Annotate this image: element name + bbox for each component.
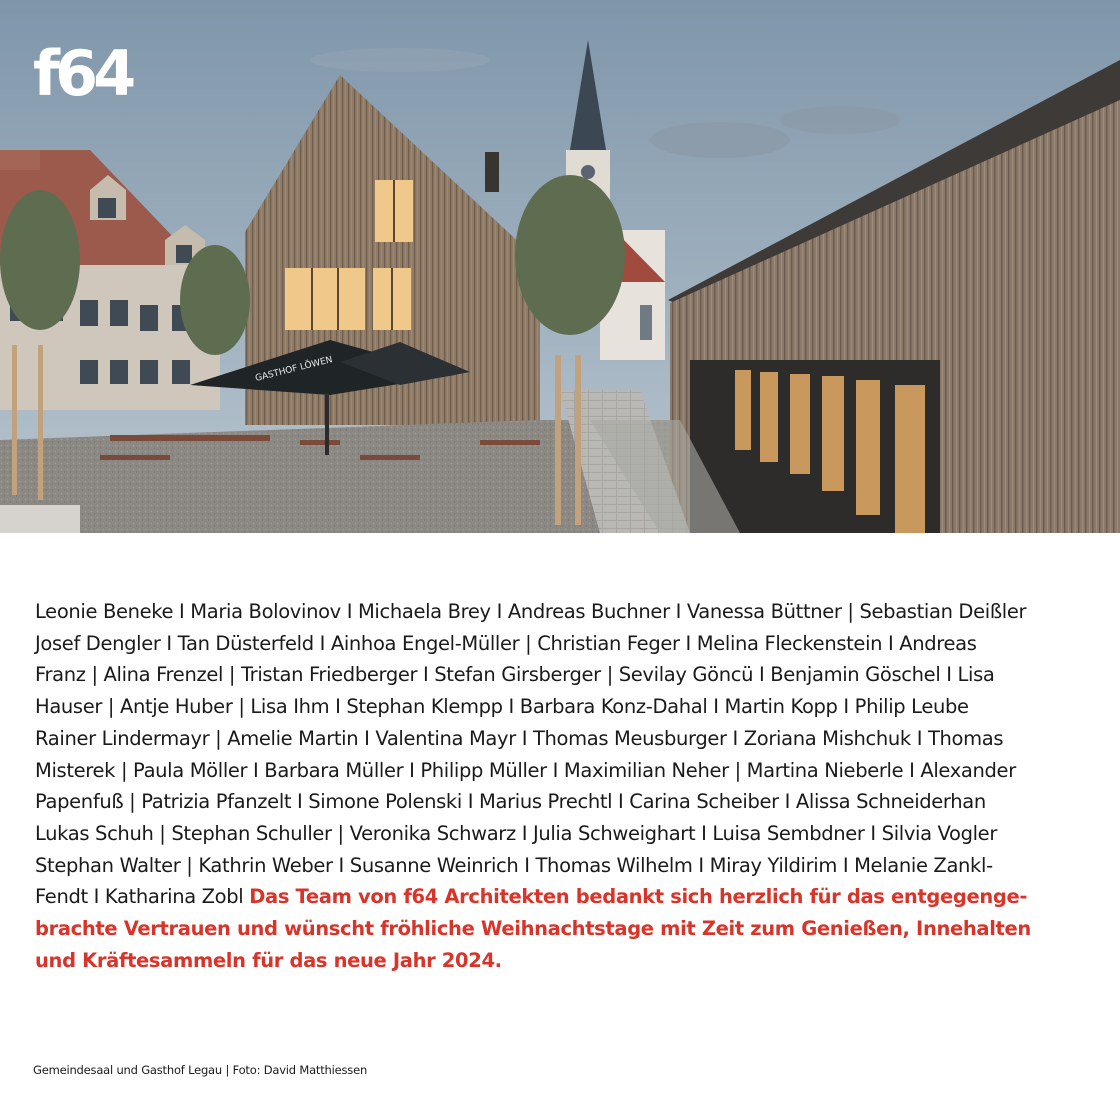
team-line: Franz | Alina Frenzel | Tristan Friedberger I Stefan Girsberger | Sevilay Göncü I Benjamin Göschel I Lisa [35, 663, 995, 687]
greeting-message-3: und Kräftesammeln für das neue Jahr 2024. [35, 948, 502, 972]
greeting-message-1: Das Team von f64 Architekten bedankt sich herzlich für das entgegenge- [249, 885, 1028, 909]
team-line: Rainer Lindermayr | Amelie Martin I Valentina Mayr I Thomas Meusburger I Zoriana Mishchuk I Thomas [35, 726, 1004, 750]
f64-logo [33, 40, 158, 100]
team-line: Leonie Beneke I Maria Bolovinov I Michaela Brey I Andreas Buchner I Vanessa Büttner | Sebastian Deißler [35, 600, 1027, 623]
logo-text: f64 [33, 40, 132, 100]
team-line: Lukas Schuh | Stephan Schuller | Veronika Schwarz I Julia Schweighart I Luisa Sembdner I Silvia Vogler [35, 821, 998, 845]
team-last-names: Fendt I Katharina Zobl [35, 885, 250, 909]
team-text-block [35, 596, 1085, 976]
team-line-mixed [35, 881, 1085, 913]
umbrella-label: GASTHOF LÖWEN [254, 355, 334, 384]
team-line: Hauser | Antje Huber | Lisa Ihm I Stephan Klempp I Barbara Konz-Dahal I Martin Kopp I Philip Leube [35, 695, 969, 719]
hero-photo [0, 0, 1120, 533]
team-line: Papenfuß | Patrizia Pfanzelt I Simone Polenski I Marius Prechtl I Carina Scheiber I Alissa Schneiderhan [35, 790, 986, 814]
architecture-photo [0, 0, 1120, 533]
team-names [35, 596, 1085, 976]
greeting-message-2: brachte Vertrauen und wünscht fröhliche Weihnachtstage mit Zeit zum Genießen, Innehalten [35, 917, 1031, 941]
photo-caption: Gemeindesaal und Gasthof Legau | Foto: David Matthiessen [33, 1063, 368, 1077]
team-line: Stephan Walter | Kathrin Weber I Susanne Weinrich I Thomas Wilhelm I Miray Yildirim I Melanie Zankl- [35, 853, 993, 877]
team-line: Misterek | Paula Möller I Barbara Müller I Philipp Müller I Maximilian Neher | Martina Nieberle I Alexander [35, 758, 1016, 782]
team-line: Josef Dengler I Tan Düsterfeld I Ainhoa Engel-Müller | Christian Feger I Melina Fleckenstein I Andreas [35, 631, 977, 655]
